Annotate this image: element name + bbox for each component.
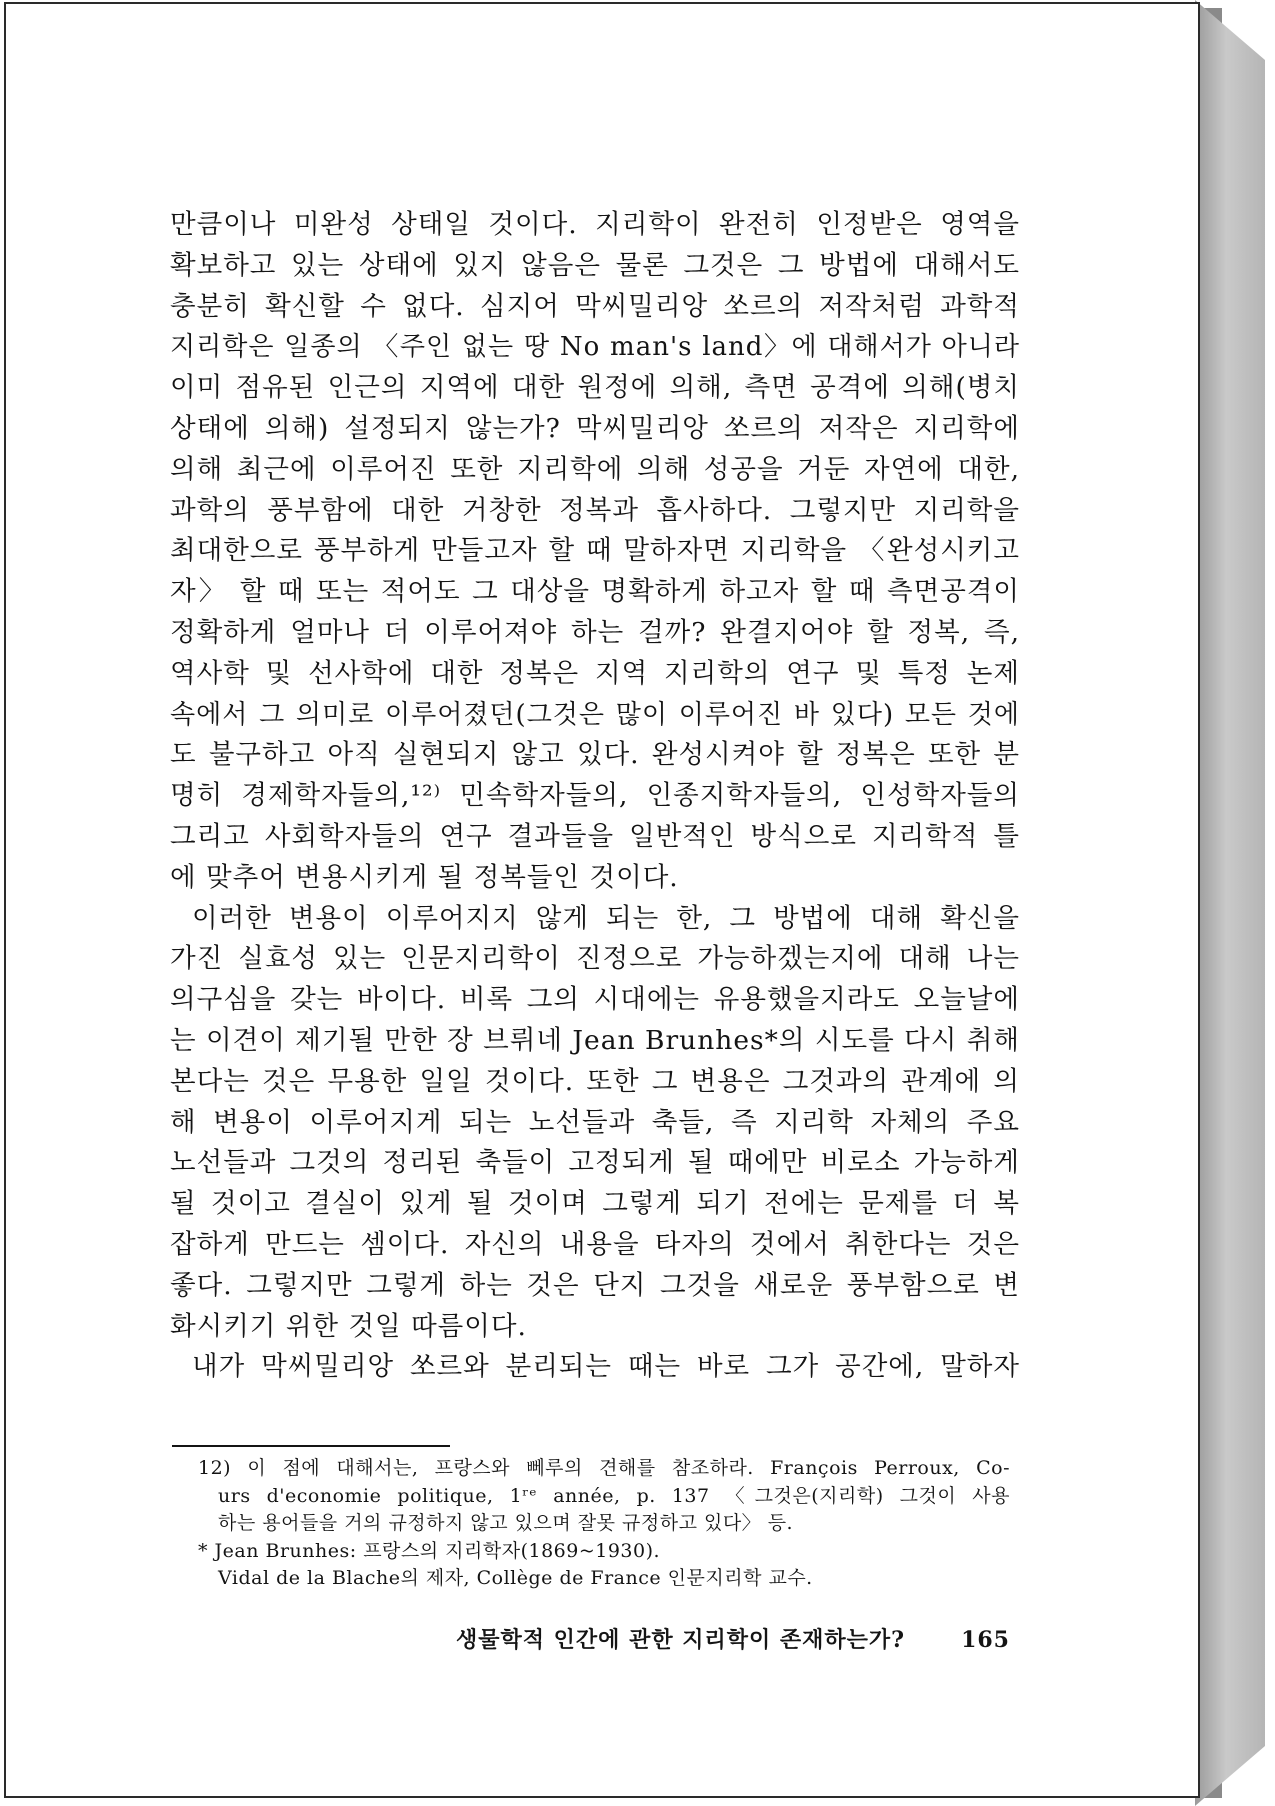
footnote-divider bbox=[172, 1445, 450, 1447]
footnote-line: Vidal de la Blache의 제자, Collège de France 인문지리학 교수. bbox=[218, 1567, 813, 1589]
body-line: 명히 경제학자들의,¹²⁾ 민속학자들의, 인종지학자들의, 인성학자들의 bbox=[170, 780, 1020, 812]
body-line: 만큼이나 미완성 상태일 것이다. 지리학이 완전히 인정받은 영역을 bbox=[170, 209, 1020, 240]
body-line: 될 것이고 결실이 있게 될 것이며 그렇게 되기 전에는 문제를 더 복 bbox=[170, 1188, 1020, 1220]
body-line: 본다는 것은 무용한 일일 것이다. 또한 그 변용은 그것과의 관계에 의 bbox=[170, 1065, 1020, 1097]
running-title: 생물학적 인간에 관한 지리학이 존재하는가? bbox=[456, 1627, 906, 1653]
body-line: 좋다. 그렇지만 그렇게 하는 것은 단지 그것을 새로운 풍부함으로 변 bbox=[170, 1269, 1020, 1301]
body-line: 에 맞추어 변용시키게 될 정복들인 것이다. bbox=[170, 861, 679, 893]
body-line: 그리고 사회학자들의 연구 결과들을 일반적인 방식으로 지리학적 틀 bbox=[170, 820, 1020, 852]
footnote-line: * Jean Brunhes: 프랑스의 지리학자(1869~1930). bbox=[198, 1539, 661, 1562]
footnote-line: 12) 이 점에 대해서는, 프랑스와 뻬루의 견해를 참조하라. François Perroux, Co- bbox=[198, 1457, 1010, 1479]
body-line: 최대한으로 풍부하게 만들고자 할 때 말하자면 지리학을 〈완성시키고 bbox=[170, 535, 1020, 567]
footnote-line: 하는 용어들을 거의 규정하지 않고 있으며 잘못 규정하고 있다〉 등. bbox=[218, 1512, 794, 1534]
body-line: 상태에 의해) 설정되지 않는가? 막씨밀리앙 쏘르의 저작은 지리학에 bbox=[170, 412, 1020, 444]
body-line: 잡하게 만드는 셈이다. 자신의 내용을 타자의 것에서 취한다는 것은 bbox=[170, 1228, 1020, 1260]
body-line: 이러한 변용이 이루어지지 않게 되는 한, 그 방법에 대해 확신을 bbox=[192, 902, 1020, 934]
body-line: 의구심을 갖는 바이다. 비록 그의 시대에는 유용했을지라도 오늘날에 bbox=[170, 984, 1020, 1016]
body-line: 는 이견이 제기될 만한 장 브뤼네 Jean Brunhes*의 시도를 다시 취해 bbox=[170, 1024, 1020, 1056]
page-number: 165 bbox=[961, 1627, 1010, 1653]
body-line: 가진 실효성 있는 인문지리학이 진정으로 가능하겠는지에 대해 나는 bbox=[170, 943, 1020, 975]
body-line: 지리학은 일종의 〈주인 없는 땅 No man's land〉에 대해서가 아니라 bbox=[170, 332, 1020, 363]
body-line: 확보하고 있는 상태에 있지 않음은 물론 그것은 그 방법에 대해서도 bbox=[170, 249, 1020, 281]
body-line: 자〉 할 때 또는 적어도 그 대상을 명확하게 하고자 할 때 측면공격이 bbox=[170, 576, 1020, 608]
body-line: 정확하게 얼마나 더 이루어져야 하는 걸까? 완결지어야 할 정복, 즉, bbox=[170, 616, 1020, 648]
body-line: 역사학 및 선사학에 대한 정복은 지역 지리학의 연구 및 특정 논제 bbox=[170, 657, 1020, 689]
body-line: 해 변용이 이루어지게 되는 노선들과 축들, 즉 지리학 자체의 주요 bbox=[170, 1106, 1020, 1138]
body-text bbox=[170, 205, 1020, 1388]
body-line: 의해 최근에 이루어진 또한 지리학에 의해 성공을 거둔 자연에 대한, bbox=[170, 453, 1020, 485]
footnotes bbox=[198, 1455, 1010, 1593]
body-line: 과학의 풍부함에 대한 거창한 정복과 흡사하다. 그렇지만 지리학을 bbox=[170, 494, 1020, 526]
body-line: 화시키기 위한 것일 따름이다. bbox=[170, 1310, 527, 1342]
footnote-line: urs d'economie politique, 1ʳᵉ année, p. 137 〈그것은(지리학) 그것이 사용 bbox=[218, 1484, 1010, 1507]
running-footer bbox=[456, 1623, 1010, 1654]
body-line: 속에서 그 의미로 이루어졌던(그것은 많이 이루어진 바 있다) 모든 것에 bbox=[170, 699, 1020, 730]
book-page-edge bbox=[1195, 0, 1265, 1806]
body-line: 내가 막씨밀리앙 쏘르와 분리되는 때는 바로 그가 공간에, 말하자 bbox=[192, 1351, 1020, 1383]
body-line: 도 불구하고 아직 실현되지 않고 있다. 완성시켜야 할 정복은 또한 분 bbox=[170, 739, 1020, 771]
body-line: 이미 점유된 인근의 지역에 대한 원정에 의해, 측면 공격에 의해(병치 bbox=[170, 372, 1020, 404]
body-line: 노선들과 그것의 정리된 축들이 고정되게 될 때에만 비로소 가능하게 bbox=[170, 1147, 1020, 1179]
body-line: 충분히 확신할 수 없다. 심지어 막씨밀리앙 쏘르의 저작처럼 과학적 bbox=[170, 290, 1020, 322]
